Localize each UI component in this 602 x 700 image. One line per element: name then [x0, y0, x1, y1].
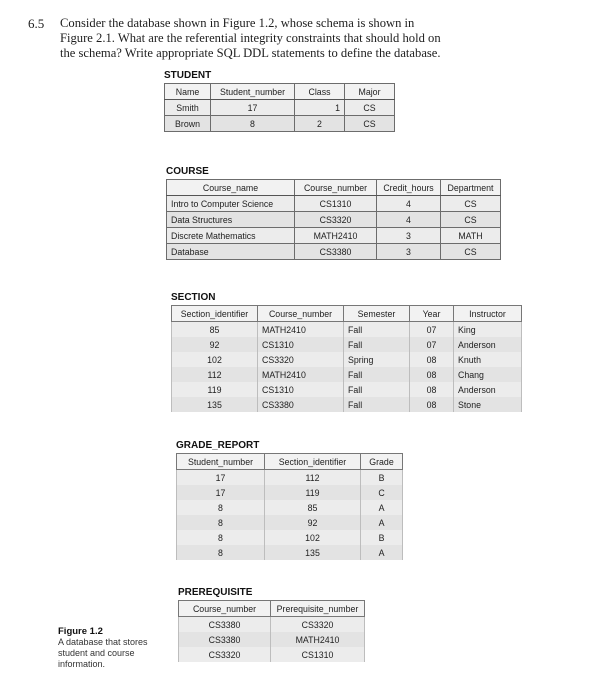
table-row [179, 647, 365, 662]
table-cell: 102 [172, 352, 258, 367]
table-cell: CS [441, 212, 501, 228]
table-row [172, 352, 522, 367]
column-header: Department [441, 180, 501, 196]
prerequisite-table-block [178, 587, 365, 662]
column-header: Year [410, 306, 454, 322]
table-cell: King [454, 322, 522, 338]
table-cell: B [361, 470, 403, 486]
table-cell: A [361, 515, 403, 530]
column-header: Course_number [295, 180, 377, 196]
column-header: Course_number [179, 601, 271, 617]
table-cell: 85 [265, 500, 361, 515]
table-cell: CS3380 [179, 632, 271, 647]
table-cell: 2 [295, 116, 345, 132]
column-header: Credit_hours [377, 180, 441, 196]
table-cell: CS3380 [258, 397, 344, 412]
table-cell: 4 [377, 196, 441, 212]
table-cell: Anderson [454, 337, 522, 352]
table-cell: MATH [441, 228, 501, 244]
table-cell: CS3320 [271, 617, 365, 633]
grade-report-table-block [176, 440, 403, 560]
table-cell: CS3320 [258, 352, 344, 367]
table-cell: A [361, 500, 403, 515]
column-header: Instructor [454, 306, 522, 322]
table-cell: Intro to Computer Science [167, 196, 295, 212]
table-cell: CS [441, 196, 501, 212]
table-cell: 135 [265, 545, 361, 560]
table-cell: CS1310 [271, 647, 365, 662]
table-row [167, 196, 501, 212]
table-cell: 8 [211, 116, 295, 132]
column-header: Name [165, 84, 211, 100]
table-cell: 4 [377, 212, 441, 228]
student-table-title: STUDENT [164, 70, 212, 81]
table-cell: CS3320 [179, 647, 271, 662]
column-header: Class [295, 84, 345, 100]
column-header: Prerequisite_number [271, 601, 365, 617]
table-cell: Knuth [454, 352, 522, 367]
table-cell: Anderson [454, 382, 522, 397]
table-row [179, 617, 365, 633]
table-cell: 8 [177, 515, 265, 530]
table-row [177, 485, 403, 500]
table-cell: Fall [344, 367, 410, 382]
table-row [172, 397, 522, 412]
grade-report-table-title: GRADE_REPORT [176, 440, 260, 451]
table-cell: 92 [265, 515, 361, 530]
table-row [167, 212, 501, 228]
column-header: Course_number [258, 306, 344, 322]
table-cell: 135 [172, 397, 258, 412]
table-cell: 3 [377, 228, 441, 244]
table-cell: Brown [165, 116, 211, 132]
table-cell: 102 [265, 530, 361, 545]
table-row [165, 116, 395, 132]
section-table [171, 305, 522, 412]
table-cell: 3 [377, 244, 441, 260]
table-cell: MATH2410 [271, 632, 365, 647]
table-cell: Spring [344, 352, 410, 367]
table-cell: Fall [344, 337, 410, 352]
table-cell: 85 [172, 322, 258, 338]
figure-caption-text: A database that stores student and course information. [58, 637, 148, 669]
table-cell: Fall [344, 382, 410, 397]
table-cell: CS1310 [258, 337, 344, 352]
column-header: Section_identifier [265, 454, 361, 470]
table-cell: Fall [344, 322, 410, 338]
table-row [177, 515, 403, 530]
student-table-block [164, 70, 395, 132]
table-cell: B [361, 530, 403, 545]
table-cell: Discrete Mathematics [167, 228, 295, 244]
table-cell: 8 [177, 545, 265, 560]
table-cell: C [361, 485, 403, 500]
table-cell: 07 [410, 337, 454, 352]
table-cell: CS [345, 116, 395, 132]
table-cell: 07 [410, 322, 454, 338]
table-cell: CS3380 [179, 617, 271, 633]
table-row [172, 382, 522, 397]
table-cell: 17 [177, 470, 265, 486]
table-cell: MATH2410 [295, 228, 377, 244]
table-cell: Smith [165, 100, 211, 116]
table-cell: 08 [410, 382, 454, 397]
table-row [172, 337, 522, 352]
table-cell: Data Structures [167, 212, 295, 228]
table-row [172, 322, 522, 338]
table-cell: CS [345, 100, 395, 116]
figure-caption [58, 626, 163, 670]
table-cell: Chang [454, 367, 522, 382]
table-cell: 8 [177, 500, 265, 515]
table-row [167, 228, 501, 244]
prerequisite-table-title: PREREQUISITE [178, 587, 253, 598]
table-row [167, 244, 501, 260]
course-table-title: COURSE [166, 166, 209, 177]
table-row [172, 367, 522, 382]
table-row [165, 100, 395, 116]
table-row [177, 470, 403, 486]
table-cell: MATH2410 [258, 367, 344, 382]
column-header: Student_number [177, 454, 265, 470]
column-header: Grade [361, 454, 403, 470]
table-cell: 8 [177, 530, 265, 545]
course-table [166, 179, 501, 260]
table-row [179, 632, 365, 647]
table-cell: Database [167, 244, 295, 260]
question-number: 6.5 [28, 16, 45, 31]
table-cell: MATH2410 [258, 322, 344, 338]
table-row [177, 530, 403, 545]
student-table [164, 83, 395, 132]
table-cell: 08 [410, 397, 454, 412]
table-cell: 17 [211, 100, 295, 116]
column-header: Semester [344, 306, 410, 322]
section-table-block [171, 292, 522, 412]
table-cell: 112 [265, 470, 361, 486]
table-cell: 1 [295, 100, 345, 116]
table-cell: 08 [410, 367, 454, 382]
question-text: Consider the database shown in Figure 1.2, whose schema is shown in Figure 2.1. What are the referential integrity constraints that should hold on the schema? Write appropriate SQL DDL statements to define the database. [60, 16, 441, 60]
table-cell: CS1310 [258, 382, 344, 397]
table-cell: Fall [344, 397, 410, 412]
column-header: Major [345, 84, 395, 100]
table-cell: 17 [177, 485, 265, 500]
table-cell: Stone [454, 397, 522, 412]
table-row [177, 545, 403, 560]
column-header: Student_number [211, 84, 295, 100]
table-cell: CS1310 [295, 196, 377, 212]
table-row [177, 500, 403, 515]
table-cell: CS3320 [295, 212, 377, 228]
course-table-block [166, 166, 501, 260]
figure-label: Figure 1.2 [58, 626, 103, 637]
table-cell: 08 [410, 352, 454, 367]
table-cell: 119 [172, 382, 258, 397]
section-table-title: SECTION [171, 292, 216, 303]
table-cell: 92 [172, 337, 258, 352]
column-header: Course_name [167, 180, 295, 196]
table-cell: A [361, 545, 403, 560]
grade-report-table [176, 453, 403, 560]
table-cell: CS [441, 244, 501, 260]
prerequisite-table [178, 600, 365, 662]
table-cell: CS3380 [295, 244, 377, 260]
column-header: Section_identifier [172, 306, 258, 322]
table-cell: 119 [265, 485, 361, 500]
table-cell: 112 [172, 367, 258, 382]
